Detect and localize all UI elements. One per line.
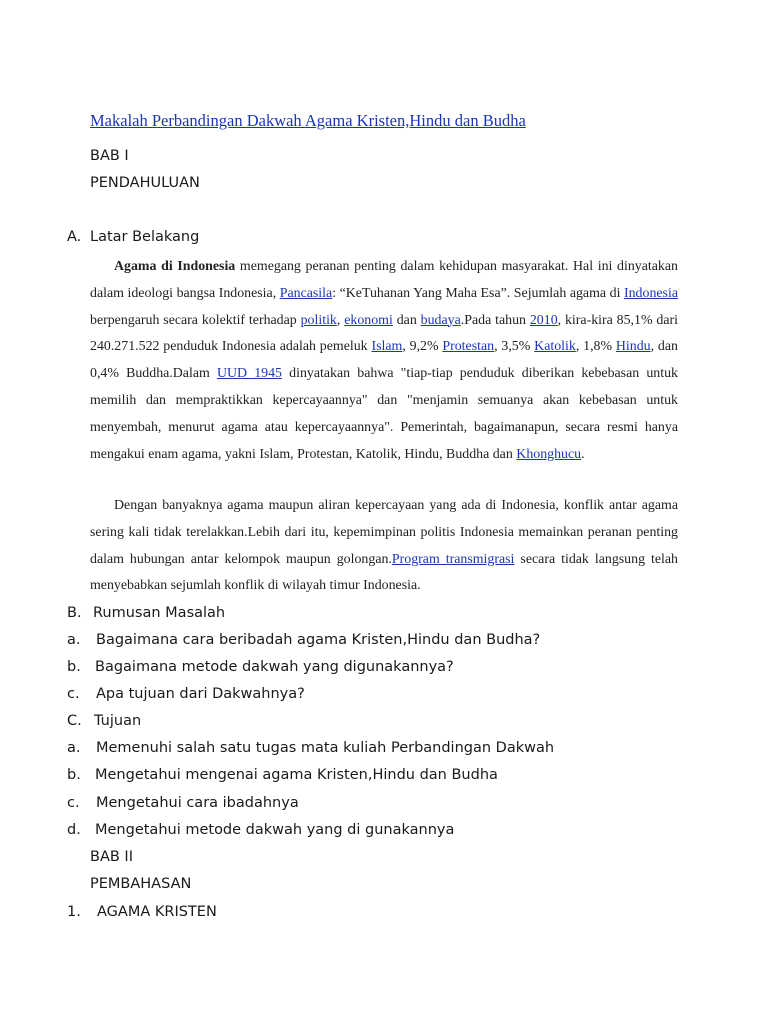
section-marker: C. (67, 713, 82, 729)
link-hindu[interactable]: Hindu (615, 339, 651, 355)
section-marker: B. (67, 605, 82, 621)
text-run: : “KeTuhanan Yang Maha Esa”. Sejumlah agama di (332, 285, 624, 301)
paragraph-agama-di-indonesia (90, 254, 678, 468)
text-run: berpengaruh secara kolektif terhadap (90, 312, 301, 328)
list-item-text: Memenuhi salah satu tugas mata kuliah Perbandingan Dakwah (96, 740, 555, 756)
chapter-label: BAB I (90, 148, 129, 164)
paragraph-konflik-agama (90, 493, 678, 600)
chapter-label: BAB II (90, 849, 133, 865)
list-marker: a. (67, 632, 81, 648)
link-ekonomi[interactable]: ekonomi (344, 312, 393, 328)
link-uud-1945[interactable]: UUD 1945 (216, 366, 283, 382)
link-politik[interactable]: politik (300, 312, 337, 328)
list-marker: b. (67, 767, 81, 783)
list-item-text: Apa tujuan dari Dakwahnya? (96, 686, 305, 702)
section-marker: 1. (67, 904, 81, 920)
list-marker: b. (67, 659, 81, 675)
list-item-text: Bagaimana metode dakwah yang digunakannya? (95, 659, 454, 675)
text-run: .Pada tahun (460, 312, 530, 328)
section-title: Rumusan Masalah (93, 605, 226, 621)
link-islam[interactable]: Islam (371, 339, 403, 355)
section-marker: A. (67, 229, 82, 245)
section-title: AGAMA KRISTEN (97, 904, 217, 920)
list-marker: d. (67, 822, 81, 838)
list-item-text: Bagaimana cara beribadah agama Kristen,Hindu dan Budha? (96, 632, 541, 648)
section-title: Latar Belakang (90, 229, 200, 245)
text-run: Dengan banyaknya agama maupun aliran kepercayaan yang ada di Indonesia, konflik antar agama sering kali tidak terelakkan.Lebih dari itu, kepemimpinan politis Indonesia memainkan peranan penting dalam hubungan antar kelompok maupun golongan. (90, 498, 678, 567)
list-marker: c. (67, 795, 80, 811)
link-program-transmigrasi[interactable]: Program transmigrasi (391, 551, 515, 567)
text-run: dinyatakan bahwa "tiap-tiap penduduk diberikan kebebasan untuk memilih dan mempraktikkan kepercayaannya" dan "menjamin semuanya akan kebebasan untuk menyembah, menurut agama atau kepercayaannya". Pemerintah, bagaimanapun, secara resmi hanya mengakui enam agama, yakni Islam, Protestan, Katolik, Hindu, Buddha dan (90, 366, 679, 462)
text-run: memegang peranan penting dalam kehidupan masyarakat. Hal ini dinyatakan dalam ideologi bangsa Indonesia, (90, 259, 678, 301)
list-item-text: Mengetahui mengenai agama Kristen,Hindu dan Budha (95, 767, 498, 783)
document-title-link[interactable]: Makalah Perbandingan Dakwah Agama Kristen,Hindu dan Budha (90, 111, 526, 130)
text-run: , kira-kira 85,1% dari 240.271.522 penduduk Indonesia adalah pemeluk (90, 312, 679, 355)
link-indonesia[interactable]: Indonesia (623, 285, 678, 301)
text-run: , 1,8% (575, 339, 616, 355)
section-title: Tujuan (94, 713, 142, 729)
link-khonghucu[interactable]: Khonghucu (516, 446, 582, 462)
list-marker: a. (67, 740, 81, 756)
bold-lead: Agama di Indonesia (114, 259, 236, 274)
list-item-text: Mengetahui metode dakwah yang di gunakannya (95, 822, 455, 838)
text-run: , (336, 312, 345, 328)
text-run: dan (392, 312, 421, 328)
chapter-title: PENDAHULUAN (90, 175, 200, 191)
link-pancasila[interactable]: Pancasila (279, 285, 333, 301)
link-2010[interactable]: 2010 (529, 312, 558, 328)
text-run: , 9,2% (402, 339, 443, 355)
link-katolik[interactable]: Katolik (534, 339, 576, 355)
text-run: , dan 0,4% Buddha.Dalam (90, 339, 678, 382)
link-protestan[interactable]: Protestan (442, 339, 495, 355)
chapter-title: PEMBAHASAN (90, 876, 192, 892)
text-run: . (581, 446, 585, 462)
text-run: secara tidak langsung telah menyebabkan sejumlah konflik di wilayah timur Indonesia. (90, 551, 678, 594)
text-run: , 3,5% (494, 339, 535, 355)
list-marker: c. (67, 686, 80, 702)
list-item-text: Mengetahui cara ibadahnya (96, 795, 299, 811)
link-budaya[interactable]: budaya (420, 312, 461, 328)
